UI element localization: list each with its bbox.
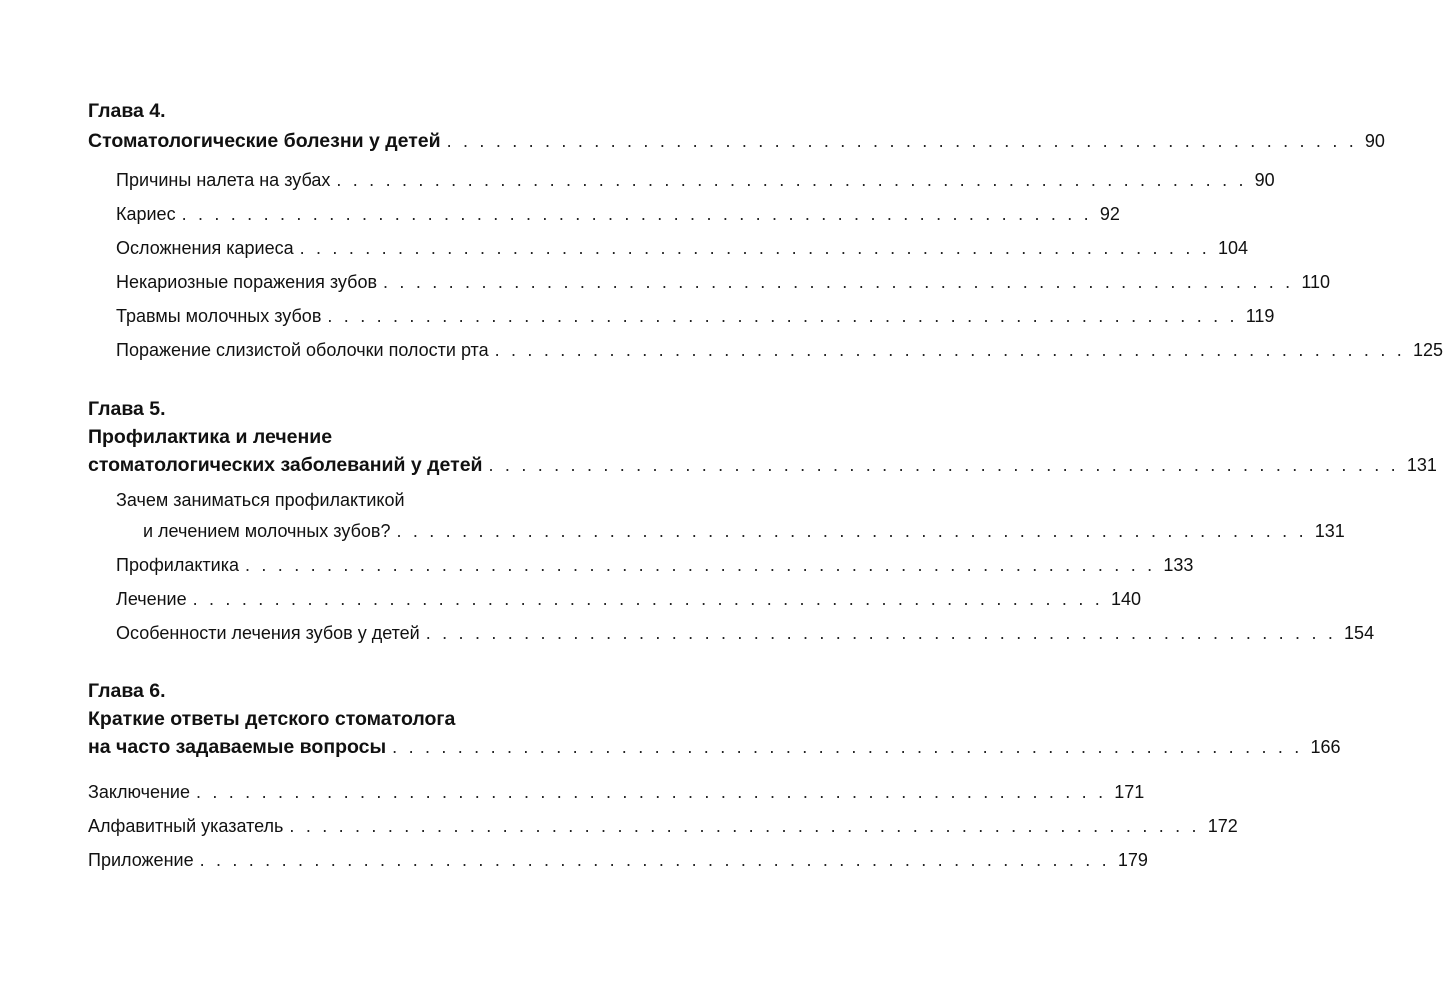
page-number: 172 xyxy=(1207,816,1238,836)
chapter-title: стоматологических заболеваний у детей xyxy=(88,454,483,476)
toc-entry[interactable] xyxy=(116,204,1120,225)
entry-title: Приложение xyxy=(88,850,194,870)
page-number: 104 xyxy=(1217,238,1248,258)
leader-dots: . . . . . . . . . . . . . . . . . . . . . . . . . . . . . . . . . . . . . . . . . . . . . . . . . . . . . . . . xyxy=(336,170,1247,190)
toc-entry[interactable] xyxy=(143,521,1345,542)
entry-title: Профилактика xyxy=(116,555,239,575)
entry-title: Поражение слизистой оболочки полости рта xyxy=(116,340,489,360)
page-number: 179 xyxy=(1117,850,1148,870)
toc-entry[interactable] xyxy=(116,272,1331,293)
page-number: 166 xyxy=(1310,737,1341,757)
page-number: 110 xyxy=(1301,272,1331,292)
leader-dots: . . . . . . . . . . . . . . . . . . . . . . . . . . . . . . . . . . . . . . . . . . . . . . . . . . . . . . . . xyxy=(327,306,1238,326)
leader-dots: . . . . . . . . . . . . . . . . . . . . . . . . . . . . . . . . . . . . . . . . . . . . . . . . . . . . . . . . xyxy=(446,131,1357,151)
leader-dots: . . . . . . . . . . . . . . . . . . . . . . . . . . . . . . . . . . . . . . . . . . . . . . . . . . . . . . . . xyxy=(392,737,1303,757)
chapter-4-label: Глава 4. xyxy=(88,100,166,122)
leader-dots: . . . . . . . . . . . . . . . . . . . . . . . . . . . . . . . . . . . . . . . . . . . . . . . . . . . . . . . . xyxy=(195,782,1107,802)
chapter-5-title-row[interactable] xyxy=(88,454,1437,477)
entry-title: Причины налета на зубах xyxy=(116,170,331,190)
page-number: 125 xyxy=(1412,340,1443,360)
leader-dots: . . . . . . . . . . . . . . . . . . . . . . . . . . . . . . . . . . . . . . . . . . . . . . . . . . . . . . . . xyxy=(299,238,1210,258)
entry-title: Алфавитный указатель xyxy=(88,816,284,836)
leader-dots: . . . . . . . . . . . . . . . . . . . . . . . . . . . . . . . . . . . . . . . . . . . . . . . . . . . . . . . . xyxy=(488,455,1399,475)
page-number: 140 xyxy=(1110,589,1141,609)
entry-title: Осложнения кариеса xyxy=(116,238,294,258)
entry-title: Некариозные поражения зубов xyxy=(116,272,378,292)
page-number: 90 xyxy=(1364,131,1385,151)
toc-entry[interactable] xyxy=(116,555,1194,576)
toc-entry[interactable] xyxy=(116,306,1275,327)
toc-entry[interactable] xyxy=(88,816,1238,837)
entry-title: Особенности лечения зубов у детей xyxy=(116,623,420,643)
entry-title: Травмы молочных зубов xyxy=(116,306,322,326)
toc-entry[interactable] xyxy=(116,589,1141,610)
leader-dots: . . . . . . . . . . . . . . . . . . . . . . . . . . . . . . . . . . . . . . . . . . . . . . . . . . . . . . . . xyxy=(289,816,1200,836)
toc-entry[interactable] xyxy=(116,170,1275,191)
toc-entry[interactable] xyxy=(88,782,1145,803)
page-number: 131 xyxy=(1314,521,1345,541)
page-number: 131 xyxy=(1406,455,1437,475)
chapter-title-line: Краткие ответы детского стоматолога xyxy=(88,708,456,730)
leader-dots: . . . . . . . . . . . . . . . . . . . . . . . . . . . . . . . . . . . . . . . . . . . . . . . . . . . . . . . . xyxy=(383,272,1294,292)
leader-dots: . . . . . . . . . . . . . . . . . . . . . . . . . . . . . . . . . . . . . . . . . . . . . . . . . . . . . . . . xyxy=(199,850,1110,870)
leader-dots: . . . . . . . . . . . . . . . . . . . . . . . . . . . . . . . . . . . . . . . . . . . . . . . . . . . . . . . . xyxy=(245,555,1156,575)
page-number: 92 xyxy=(1099,204,1120,224)
page-number: 119 xyxy=(1245,306,1275,326)
entry-title-first-line: Зачем заниматься профилактикой xyxy=(116,490,405,510)
chapter-5-label: Глава 5. xyxy=(88,398,166,420)
page-number: 90 xyxy=(1254,170,1275,190)
leader-dots: . . . . . . . . . . . . . . . . . . . . . . . . . . . . . . . . . . . . . . . . . . . . . . . . . . . . . . . . xyxy=(192,589,1103,609)
chapter-6-label: Глава 6. xyxy=(88,680,166,702)
entry-title: Заключение xyxy=(88,782,190,802)
entry-title: Кариес xyxy=(116,204,176,224)
page-number: 133 xyxy=(1163,555,1194,575)
chapter-title: Стоматологические болезни у детей xyxy=(88,130,441,152)
leader-dots: . . . . . . . . . . . . . . . . . . . . . . . . . . . . . . . . . . . . . . . . . . . . . . . . . . . . . . . . xyxy=(425,623,1337,643)
leader-dots: . . . . . . . . . . . . . . . . . . . . . . . . . . . . . . . . . . . . . . . . . . . . . . . . . . . . . . . . xyxy=(396,521,1307,541)
page-number: 171 xyxy=(1114,782,1145,802)
chapter-6-title-row[interactable] xyxy=(88,736,1341,759)
chapter-4-title-row[interactable] xyxy=(88,130,1385,153)
page-number: 154 xyxy=(1344,623,1375,643)
toc-entry[interactable] xyxy=(116,340,1443,361)
toc-entry[interactable] xyxy=(88,850,1148,871)
leader-dots: . . . . . . . . . . . . . . . . . . . . . . . . . . . . . . . . . . . . . . . . . . . . . . . . . . . . . . . . xyxy=(494,340,1405,360)
entry-title: и лечением молочных зубов? xyxy=(143,521,391,541)
leader-dots: . . . . . . . . . . . . . . . . . . . . . . . . . . . . . . . . . . . . . . . . . . . . . . . . . . . . . . . . xyxy=(181,204,1092,224)
entry-title: Лечение xyxy=(116,589,187,609)
chapter-title: на часто задаваемые вопросы xyxy=(88,736,387,758)
toc-entry[interactable] xyxy=(116,623,1375,644)
toc-entry[interactable] xyxy=(116,238,1248,259)
chapter-title-line: Профилактика и лечение xyxy=(88,426,333,448)
